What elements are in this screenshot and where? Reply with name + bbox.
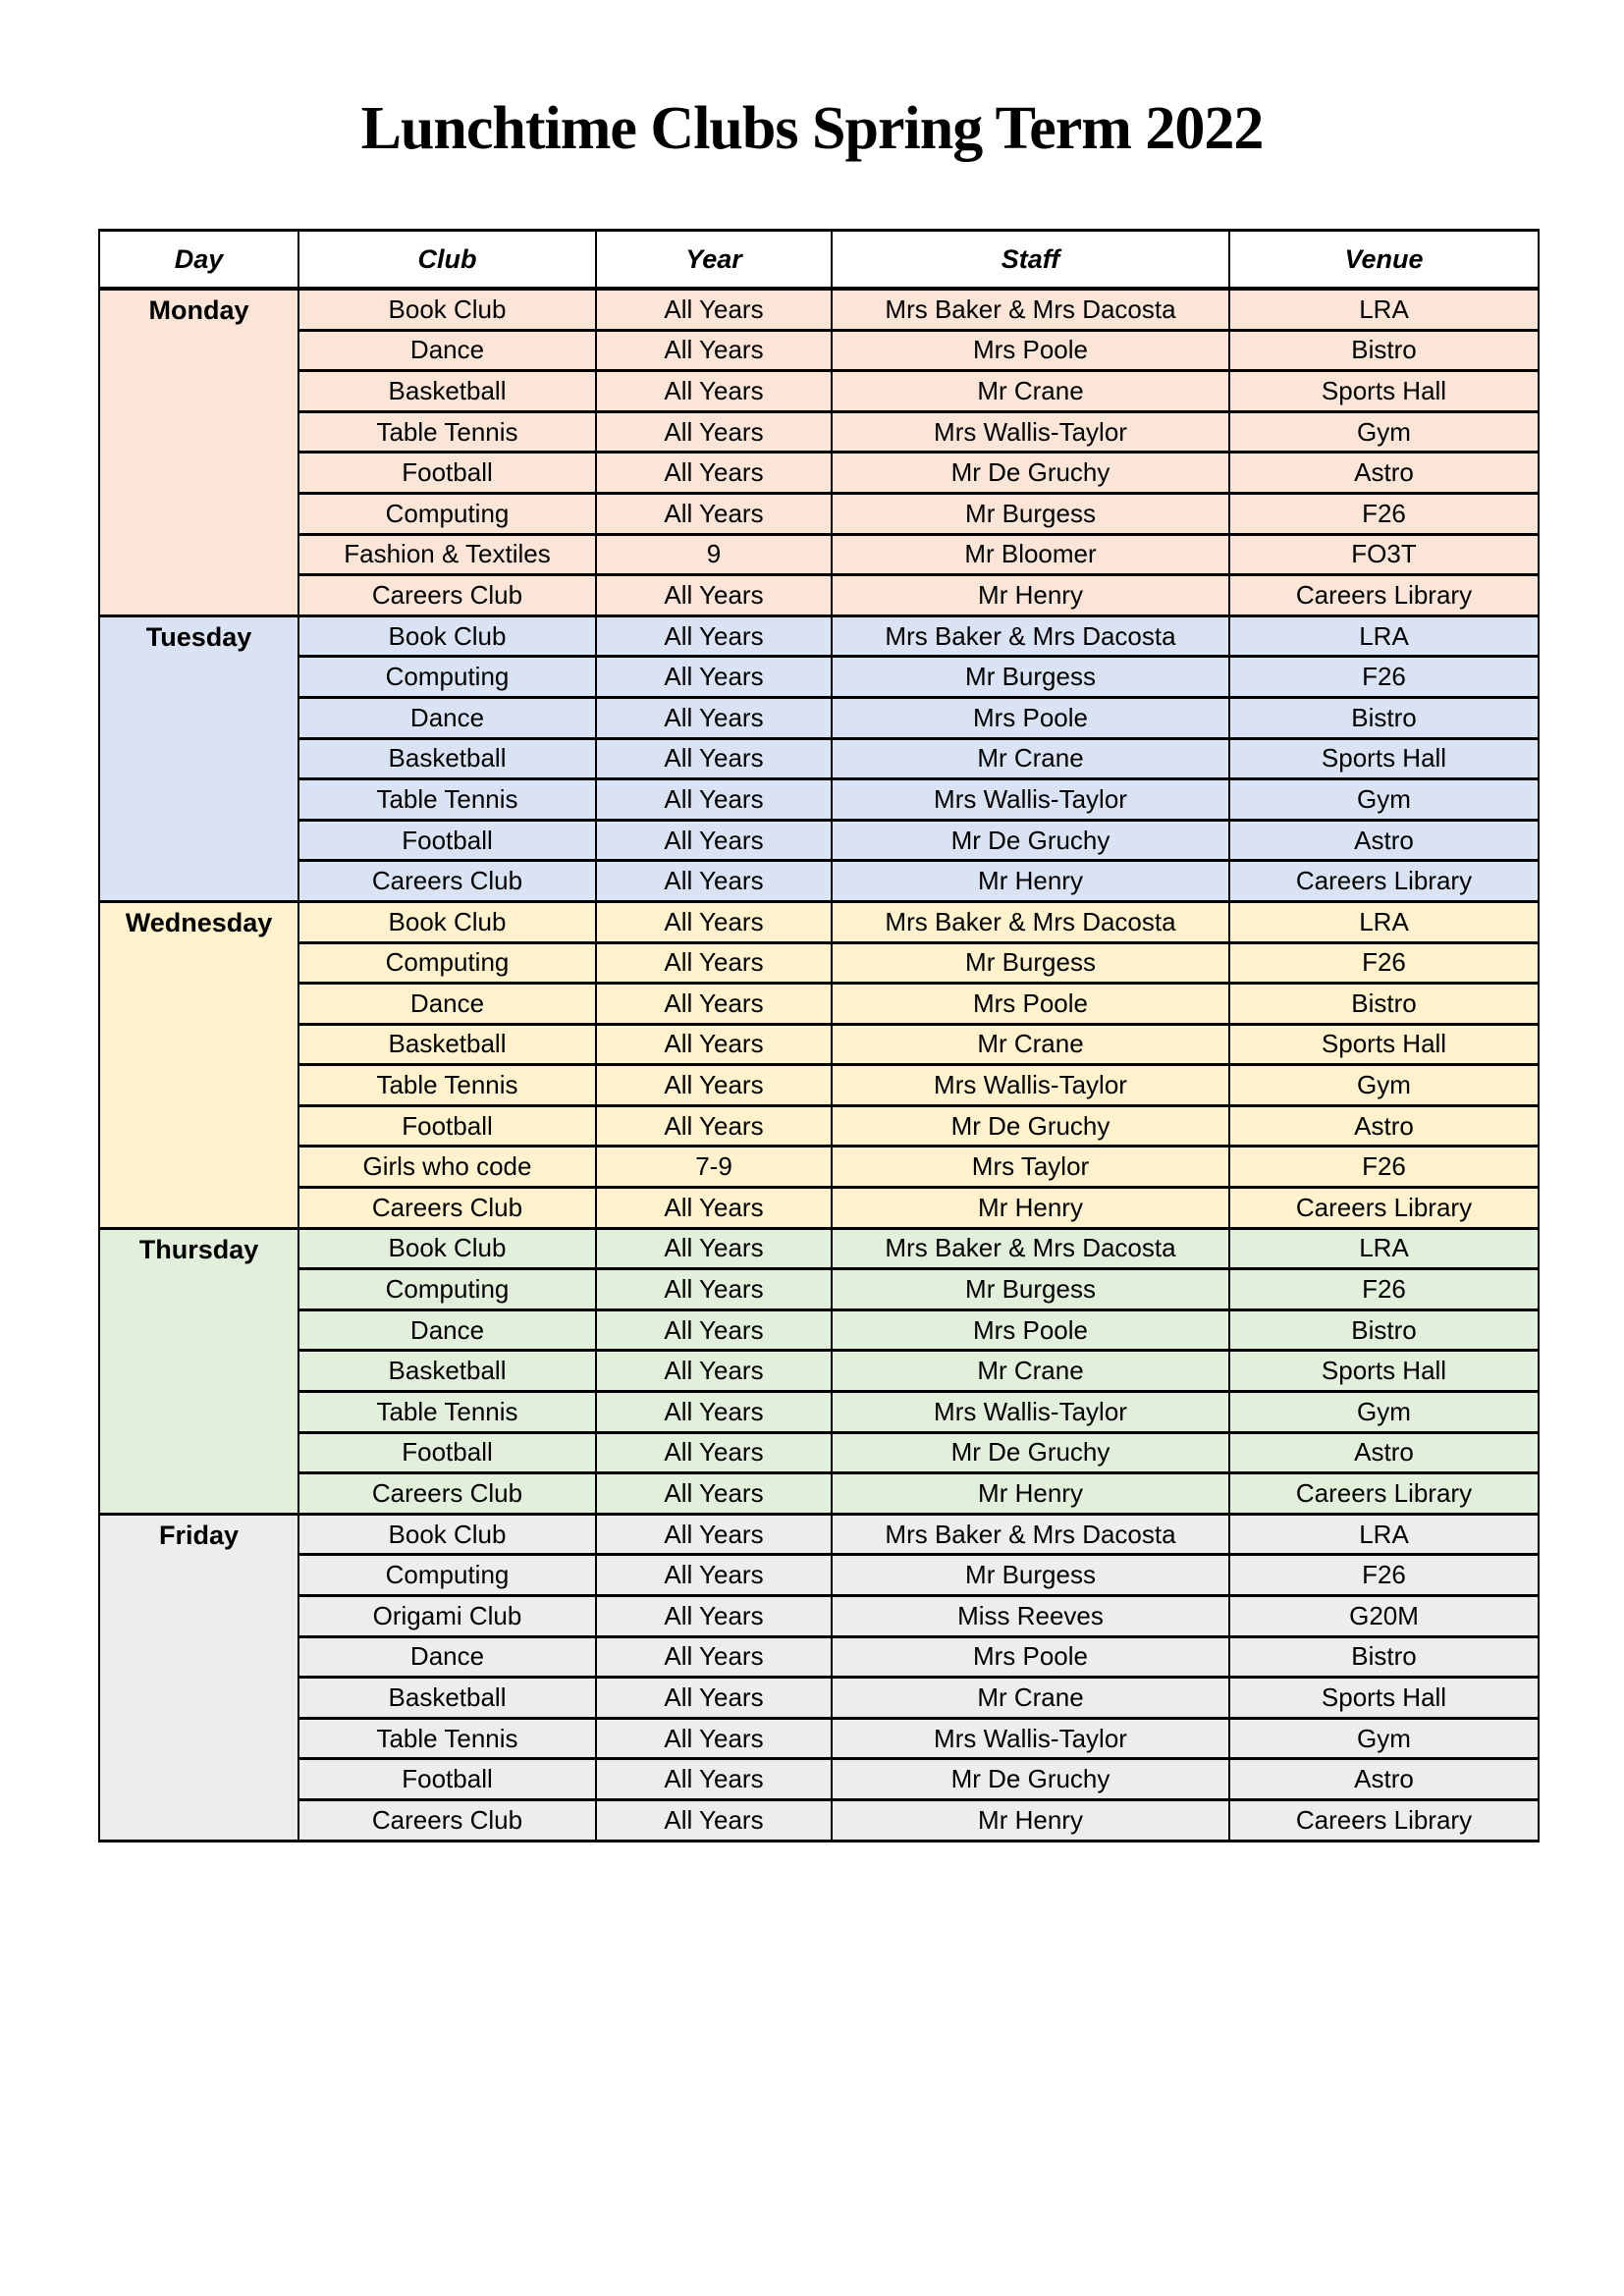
cell-year: All Years <box>596 1065 832 1106</box>
cell-club: Computing <box>298 942 596 984</box>
table-row <box>99 1024 1539 1065</box>
cell-year: All Years <box>596 493 832 534</box>
cell-club: Computing <box>298 493 596 534</box>
cell-year: All Years <box>596 1555 832 1596</box>
cell-year: All Years <box>596 1799 832 1841</box>
cell-club: Football <box>298 1105 596 1147</box>
header-row <box>99 231 1539 290</box>
cell-venue: Astro <box>1229 1759 1539 1800</box>
cell-club: Football <box>298 820 596 861</box>
table-row <box>99 1596 1539 1637</box>
table-row <box>99 1269 1539 1310</box>
table-row <box>99 1228 1539 1269</box>
cell-year: All Years <box>596 657 832 698</box>
cell-club: Table Tennis <box>298 1065 596 1106</box>
cell-staff: Mrs Wallis-Taylor <box>832 411 1229 453</box>
table-row <box>99 1799 1539 1841</box>
cell-staff: Mr Henry <box>832 1188 1229 1229</box>
cell-club: Book Club <box>298 289 596 330</box>
cell-staff: Mr Crane <box>832 1351 1229 1392</box>
table-row <box>99 1147 1539 1188</box>
cell-club: Basketball <box>298 371 596 412</box>
cell-staff: Mr Burgess <box>832 493 1229 534</box>
table-row <box>99 697 1539 738</box>
cell-staff: Mr De Gruchy <box>832 1105 1229 1147</box>
cell-venue: Gym <box>1229 1718 1539 1759</box>
cell-staff: Mrs Baker & Mrs Dacosta <box>832 901 1229 942</box>
table-row <box>99 901 1539 942</box>
cell-year: All Years <box>596 1269 832 1310</box>
cell-staff: Mr Henry <box>832 575 1229 616</box>
cell-club: Computing <box>298 1555 596 1596</box>
cell-staff: Mrs Taylor <box>832 1147 1229 1188</box>
cell-club: Dance <box>298 330 596 371</box>
table-row <box>99 942 1539 984</box>
table-row <box>99 1432 1539 1473</box>
table-row <box>99 1065 1539 1106</box>
cell-staff: Mr De Gruchy <box>832 453 1229 494</box>
cell-club: Dance <box>298 697 596 738</box>
cell-venue: LRA <box>1229 1228 1539 1269</box>
day-cell-wednesday: Wednesday <box>99 901 298 1228</box>
cell-club: Book Club <box>298 1514 596 1555</box>
cell-venue: Astro <box>1229 453 1539 494</box>
cell-staff: Mrs Poole <box>832 1636 1229 1678</box>
cell-venue: Astro <box>1229 1432 1539 1473</box>
cell-venue: Sports Hall <box>1229 1024 1539 1065</box>
cell-year: All Years <box>596 1514 832 1555</box>
cell-staff: Mr Henry <box>832 861 1229 902</box>
table-row <box>99 1392 1539 1433</box>
cell-year: All Years <box>596 1351 832 1392</box>
table-row <box>99 1718 1539 1759</box>
column-header-year: Year <box>596 231 832 290</box>
table-row <box>99 820 1539 861</box>
cell-venue: Bistro <box>1229 330 1539 371</box>
cell-venue: FO3T <box>1229 534 1539 575</box>
table-row <box>99 330 1539 371</box>
cell-club: Book Club <box>298 615 596 657</box>
cell-club: Computing <box>298 1269 596 1310</box>
cell-venue: Careers Library <box>1229 1473 1539 1515</box>
cell-staff: Mrs Baker & Mrs Dacosta <box>832 1514 1229 1555</box>
cell-staff: Mr Crane <box>832 1024 1229 1065</box>
cell-year: All Years <box>596 861 832 902</box>
cell-staff: Mrs Wallis-Taylor <box>832 1065 1229 1106</box>
table-row <box>99 575 1539 616</box>
cell-venue: Careers Library <box>1229 1188 1539 1229</box>
cell-venue: Careers Library <box>1229 1799 1539 1841</box>
cell-staff: Mr Burgess <box>832 1555 1229 1596</box>
table-row <box>99 411 1539 453</box>
cell-staff: Mr Burgess <box>832 657 1229 698</box>
cell-club: Football <box>298 1432 596 1473</box>
cell-venue: LRA <box>1229 901 1539 942</box>
cell-staff: Mr Crane <box>832 371 1229 412</box>
cell-club: Girls who code <box>298 1147 596 1188</box>
cell-year: All Years <box>596 371 832 412</box>
cell-club: Book Club <box>298 1228 596 1269</box>
table-row <box>99 493 1539 534</box>
cell-year: All Years <box>596 1309 832 1351</box>
cell-club: Dance <box>298 1636 596 1678</box>
table-row <box>99 1309 1539 1351</box>
cell-year: All Years <box>596 453 832 494</box>
cell-staff: Mrs Poole <box>832 697 1229 738</box>
cell-staff: Mr Henry <box>832 1473 1229 1515</box>
table-row <box>99 1514 1539 1555</box>
table-row <box>99 1105 1539 1147</box>
cell-staff: Mr Crane <box>832 1678 1229 1719</box>
table-row <box>99 615 1539 657</box>
cell-staff: Mrs Wallis-Taylor <box>832 779 1229 821</box>
cell-year: All Years <box>596 820 832 861</box>
table-row <box>99 371 1539 412</box>
day-cell-monday: Monday <box>99 289 298 615</box>
cell-staff: Mrs Baker & Mrs Dacosta <box>832 1228 1229 1269</box>
cell-year: All Years <box>596 1678 832 1719</box>
table-row <box>99 1555 1539 1596</box>
cell-venue: Bistro <box>1229 1309 1539 1351</box>
clubs-table-body <box>99 289 1539 1841</box>
table-row <box>99 657 1539 698</box>
cell-year: All Years <box>596 697 832 738</box>
cell-year: All Years <box>596 1228 832 1269</box>
cell-year: All Years <box>596 575 832 616</box>
day-cell-friday: Friday <box>99 1514 298 1841</box>
cell-year: All Years <box>596 1188 832 1229</box>
cell-club: Careers Club <box>298 1188 596 1229</box>
cell-club: Careers Club <box>298 1799 596 1841</box>
cell-year: All Years <box>596 1718 832 1759</box>
cell-club: Careers Club <box>298 575 596 616</box>
cell-staff: Mr De Gruchy <box>832 1432 1229 1473</box>
cell-club: Basketball <box>298 738 596 779</box>
table-row <box>99 289 1539 330</box>
table-row <box>99 1759 1539 1800</box>
cell-year: 9 <box>596 534 832 575</box>
cell-staff: Mr De Gruchy <box>832 820 1229 861</box>
cell-club: Dance <box>298 984 596 1025</box>
table-row <box>99 984 1539 1025</box>
cell-venue: F26 <box>1229 493 1539 534</box>
cell-staff: Mr Crane <box>832 738 1229 779</box>
table-row <box>99 1351 1539 1392</box>
day-cell-tuesday: Tuesday <box>99 615 298 901</box>
cell-year: All Years <box>596 1024 832 1065</box>
table-row <box>99 1473 1539 1515</box>
cell-club: Fashion & Textiles <box>298 534 596 575</box>
cell-staff: Mr Burgess <box>832 1269 1229 1310</box>
cell-year: All Years <box>596 1596 832 1637</box>
cell-year: All Years <box>596 1473 832 1515</box>
table-row <box>99 1678 1539 1719</box>
column-header-club: Club <box>298 231 596 290</box>
cell-year: All Years <box>596 330 832 371</box>
cell-year: All Years <box>596 984 832 1025</box>
cell-staff: Mrs Baker & Mrs Dacosta <box>832 615 1229 657</box>
cell-club: Table Tennis <box>298 411 596 453</box>
day-cell-thursday: Thursday <box>99 1228 298 1514</box>
cell-venue: Bistro <box>1229 1636 1539 1678</box>
cell-venue: Careers Library <box>1229 861 1539 902</box>
cell-year: All Years <box>596 1432 832 1473</box>
cell-venue: Gym <box>1229 411 1539 453</box>
cell-venue: Sports Hall <box>1229 1678 1539 1719</box>
cell-staff: Mrs Wallis-Taylor <box>832 1718 1229 1759</box>
cell-club: Table Tennis <box>298 1718 596 1759</box>
column-header-venue: Venue <box>1229 231 1539 290</box>
cell-venue: Sports Hall <box>1229 738 1539 779</box>
cell-club: Table Tennis <box>298 1392 596 1433</box>
cell-venue: F26 <box>1229 1269 1539 1310</box>
cell-year: All Years <box>596 1392 832 1433</box>
cell-venue: LRA <box>1229 615 1539 657</box>
cell-staff: Mr Burgess <box>832 942 1229 984</box>
cell-venue: Gym <box>1229 779 1539 821</box>
cell-staff: Mrs Poole <box>832 330 1229 371</box>
column-header-staff: Staff <box>832 231 1229 290</box>
cell-club: Basketball <box>298 1678 596 1719</box>
cell-year: All Years <box>596 615 832 657</box>
cell-club: Basketball <box>298 1351 596 1392</box>
cell-venue: LRA <box>1229 289 1539 330</box>
cell-club: Book Club <box>298 901 596 942</box>
table-row <box>99 534 1539 575</box>
cell-year: All Years <box>596 1759 832 1800</box>
cell-club: Football <box>298 453 596 494</box>
cell-club: Dance <box>298 1309 596 1351</box>
cell-year: All Years <box>596 1105 832 1147</box>
table-row <box>99 779 1539 821</box>
cell-staff: Mrs Wallis-Taylor <box>832 1392 1229 1433</box>
cell-staff: Mrs Poole <box>832 1309 1229 1351</box>
cell-venue: Gym <box>1229 1392 1539 1433</box>
page-title: Lunchtime Clubs Spring Term 2022 <box>360 95 1264 162</box>
cell-venue: Careers Library <box>1229 575 1539 616</box>
cell-staff: Mrs Baker & Mrs Dacosta <box>832 289 1229 330</box>
cell-club: Origami Club <box>298 1596 596 1637</box>
cell-year: All Years <box>596 942 832 984</box>
cell-club: Computing <box>298 657 596 698</box>
cell-year: All Years <box>596 901 832 942</box>
cell-venue: Sports Hall <box>1229 1351 1539 1392</box>
cell-club: Football <box>298 1759 596 1800</box>
clubs-table <box>98 229 1540 1842</box>
cell-staff: Miss Reeves <box>832 1596 1229 1637</box>
cell-staff: Mr Henry <box>832 1799 1229 1841</box>
cell-year: All Years <box>596 779 832 821</box>
cell-staff: Mrs Poole <box>832 984 1229 1025</box>
cell-club: Careers Club <box>298 861 596 902</box>
cell-venue: F26 <box>1229 1147 1539 1188</box>
cell-venue: Gym <box>1229 1065 1539 1106</box>
cell-year: All Years <box>596 411 832 453</box>
cell-year: All Years <box>596 738 832 779</box>
table-row <box>99 738 1539 779</box>
cell-venue: LRA <box>1229 1514 1539 1555</box>
cell-staff: Mr De Gruchy <box>832 1759 1229 1800</box>
cell-year: 7-9 <box>596 1147 832 1188</box>
cell-club: Careers Club <box>298 1473 596 1515</box>
cell-year: All Years <box>596 1636 832 1678</box>
cell-venue: G20M <box>1229 1596 1539 1637</box>
cell-club: Basketball <box>298 1024 596 1065</box>
cell-club: Table Tennis <box>298 779 596 821</box>
cell-venue: Bistro <box>1229 697 1539 738</box>
cell-venue: F26 <box>1229 942 1539 984</box>
table-row <box>99 453 1539 494</box>
cell-year: All Years <box>596 289 832 330</box>
cell-venue: F26 <box>1229 657 1539 698</box>
cell-venue: Bistro <box>1229 984 1539 1025</box>
table-row <box>99 861 1539 902</box>
column-header-day: Day <box>99 231 298 290</box>
cell-venue: Astro <box>1229 1105 1539 1147</box>
cell-venue: Astro <box>1229 820 1539 861</box>
cell-venue: Sports Hall <box>1229 371 1539 412</box>
table-row <box>99 1636 1539 1678</box>
table-row <box>99 1188 1539 1229</box>
cell-venue: F26 <box>1229 1555 1539 1596</box>
cell-staff: Mr Bloomer <box>832 534 1229 575</box>
